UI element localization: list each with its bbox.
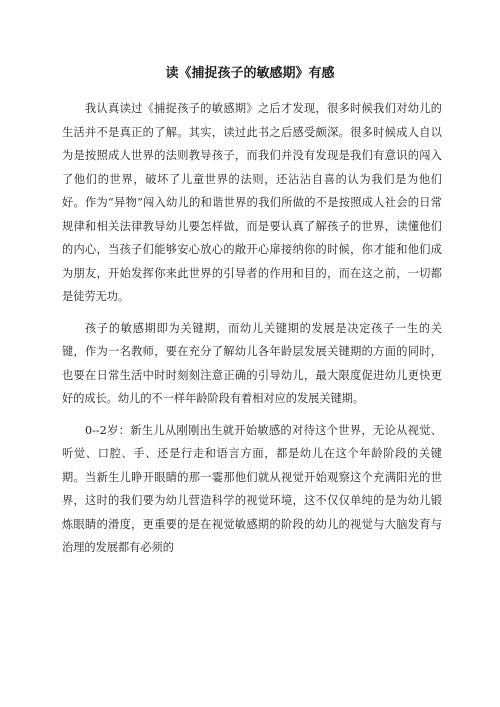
paragraph: 孩子的敏感期即为关键期，而幼儿关键期的发展是决定孩子一生的关键，作为一名教师，要在充分了解幼儿各年龄层发展关键期的方面的同时，也要在日常生活中时时刻刻注意正确的引导幼儿，最大限度促进幼儿更快更好的成长。幼儿的不一样年龄阶段有着相对应的发展关键期。 — [62, 321, 442, 405]
paragraph: 我认真读过《捕捉孩子的敏感期》之后才发现，很多时候我们对幼儿的生活并不是真正的了解。其实，读过此书之后感受颇深。很多时候成人自以为是按照成人世界的法则教导孩子，而我们并没有发现是我们有意识的闯入了他们的世界，破坏了儿童世界的法则，还沾沾自喜的认为我们是为他们好。作为“异物”闯入幼儿的和谐世界的我们所做的不是按照成人社会的日常规律和相关法律教导幼儿要怎样做，而是要认真了解孩子的世界，读懂他们的内心，当孩子们能够安心放心的敞开心扉接纳你的时候，你才能和他们成为朋友，开始发挥你来此世界的引导者的作用和目的，而在这之前，一切都是徒劳无功。 — [62, 102, 442, 303]
document-body — [62, 97, 442, 568]
paragraph: 0--2岁：新生儿从刚刚出生就开始敏感的对待这个世界，无论从视觉、听觉、口腔、手、还是行走和语言方面，都是幼儿在这个年龄阶段的关键期。当新生儿睁开眼睛的那一霎那他们就从视觉开始观察这个充满阳光的世界，这时的我们要为幼儿营造科学的视觉环境，这不仅仅单纯的是为幼儿锻炼眼睛的滑度，更重要的是在视觉敏感期的阶段的幼儿的视觉与大脑发育与治理的发展都有必须的 — [62, 423, 442, 554]
document-title: 读《捕捉孩子的敏感期》有感 — [165, 66, 335, 81]
